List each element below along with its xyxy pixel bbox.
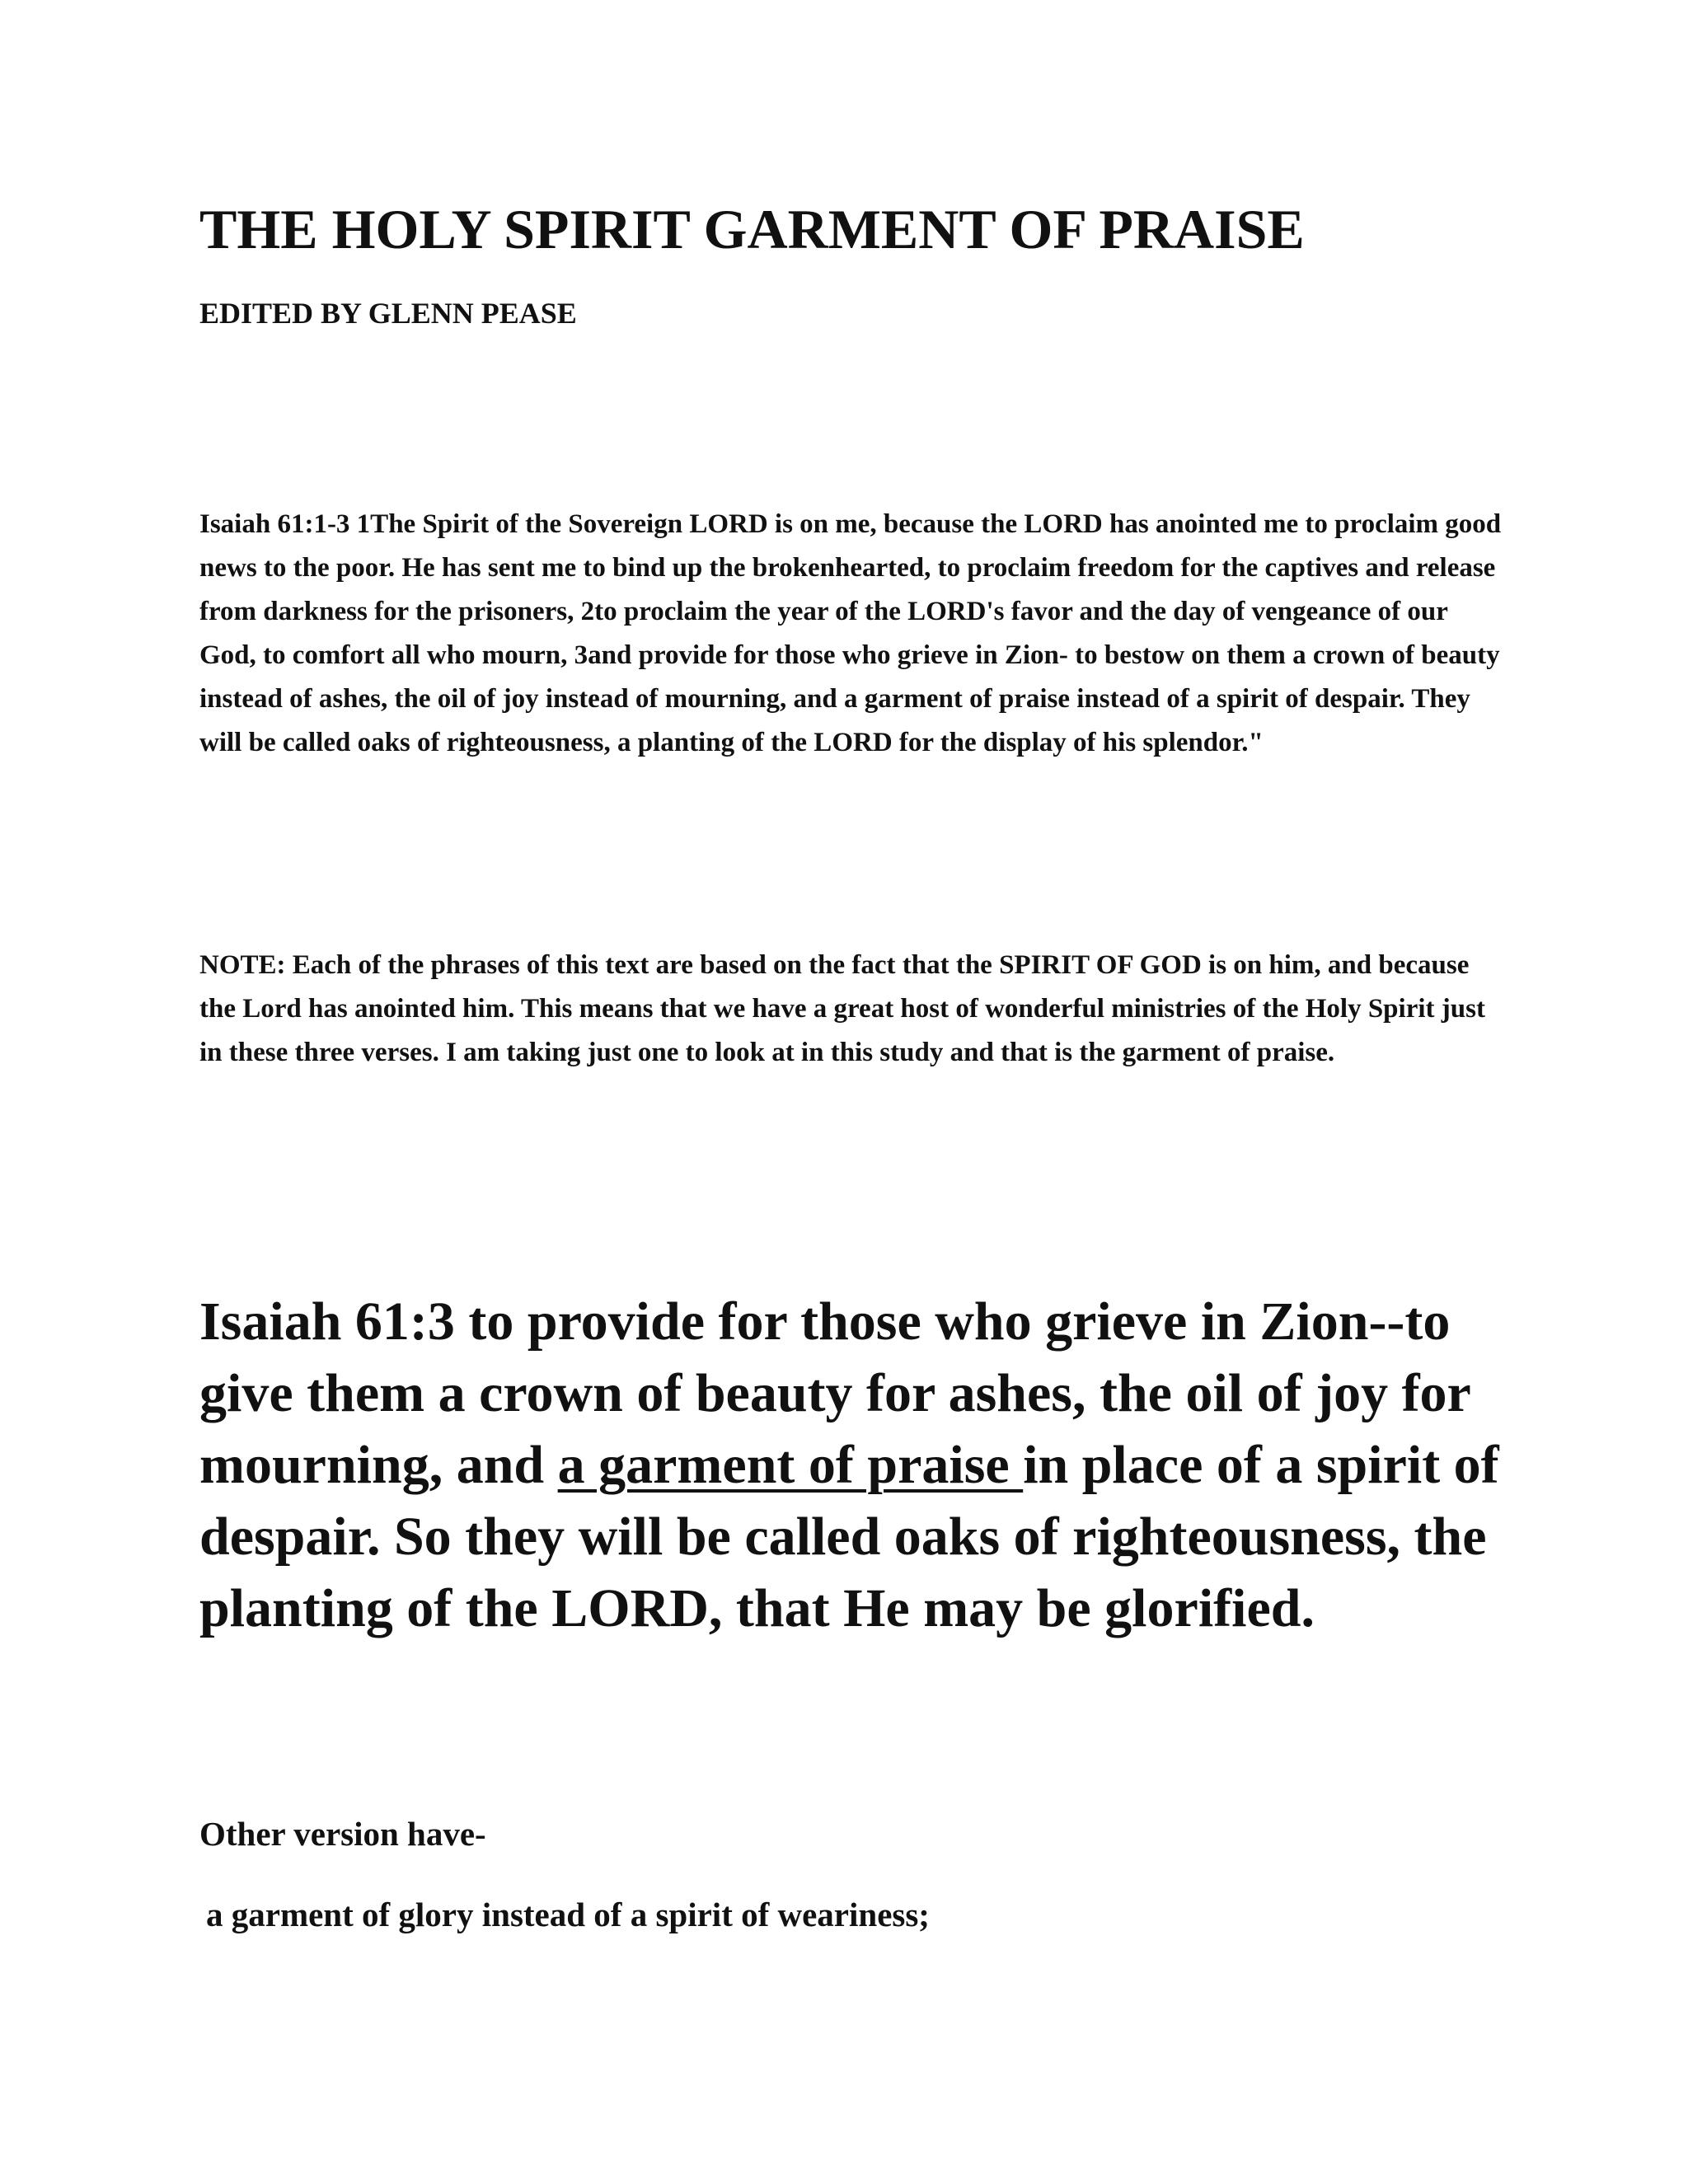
other-version-line: a garment of glory instead of a spirit of weariness; — [206, 1896, 930, 1933]
note-paragraph: NOTE: Each of the phrases of this text are based on the fact that the SPIRIT OF GOD is on him, and because the Lord has anointed him. This means that we have a great host of wonderful ministries of the Holy Spirit just in these three verses. I am taking just one to look at in this study and that is the garment of praise. — [199, 950, 1485, 1067]
scripture-passage: Isaiah 61:1-3 1The Spirit of the Sovereign LORD is on me, because the LORD has anointed me to proclaim good news to the poor. He has sent me to bind up the brokenhearted, to proclaim freedom for the captives and release from darkness for the prisoners, 2to proclaim the year of the LORD's favor and the day of vengeance of our God, to comfort all who mourn, 3and provide for those who grieve in Zion- to bestow on them a crown of beauty instead of ashes, the oil of joy instead of mourning, and a garment of praise instead of a spirit of despair. They will be called oaks of righteousness, a planting of the LORD for the display of his splendor." — [199, 509, 1502, 757]
other-versions-heading: Other version have- — [199, 1815, 486, 1853]
verse-underlined-phrase: a garment of praise — [557, 1435, 1024, 1495]
byline: EDITED BY GLENN PEASE — [199, 297, 577, 330]
highlighted-verse — [199, 1286, 1518, 1644]
verse-text-before: Isaiah 61:3 to provide for those who grieve in Zion--to give them a crown of beauty for ashes, the oil of joy for mourning, and — [199, 1291, 1470, 1495]
verse-text-after: in place of a spirit of despair. So they will be called oaks of righteousness, the planting of the LORD, that He may be glorified. — [199, 1435, 1499, 1638]
page-title: THE HOLY SPIRIT GARMENT OF PRAISE — [199, 198, 1305, 260]
